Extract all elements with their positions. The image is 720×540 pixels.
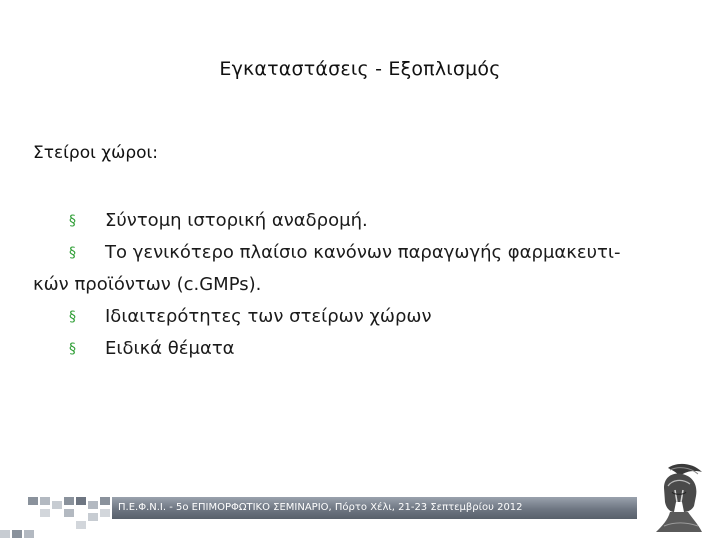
bullet-text: Ειδικά θέματα xyxy=(105,338,235,359)
list-item xyxy=(69,301,689,333)
bullet-text: Σύντομη ιστορική αναδρομή. xyxy=(105,210,368,231)
footer xyxy=(0,478,720,540)
bullet-text: Το γενικότερο πλαίσιο κανόνων παραγωγής φαρμακευτι- xyxy=(105,242,621,263)
footer-text: Π.Ε.Φ.Ν.Ι. - 5ο ΕΠΙΜΟΡΦΩΤΙΚΟ ΣΕΜΙΝΑΡΙΟ, Πόρτο Χέλι, 21-23 Σεπτεμβρίου 2012 xyxy=(118,502,523,513)
bullet-marker-icon: § xyxy=(69,245,76,261)
list-item xyxy=(69,237,689,269)
bullet-text: κών προϊόντων (c.GMPs). xyxy=(33,274,262,295)
bullet-marker-icon: § xyxy=(69,341,76,357)
bullet-list xyxy=(33,205,689,365)
bullet-text: Ιδιαιτερότητες των στείρων χώρων xyxy=(105,306,432,327)
list-item-continuation xyxy=(33,269,689,301)
section-heading: Στείροι χώροι: xyxy=(33,143,158,163)
slide-title: Εγκαταστάσεις - Εξοπλισμός xyxy=(219,58,501,80)
decorative-squares-icon xyxy=(0,478,120,540)
bullet-marker-icon: § xyxy=(69,213,76,229)
bullet-marker-icon: § xyxy=(69,309,76,325)
footer-bar xyxy=(112,497,637,519)
warrior-helmet-emblem-icon xyxy=(648,462,712,536)
list-item xyxy=(69,205,689,237)
list-item xyxy=(69,333,689,365)
